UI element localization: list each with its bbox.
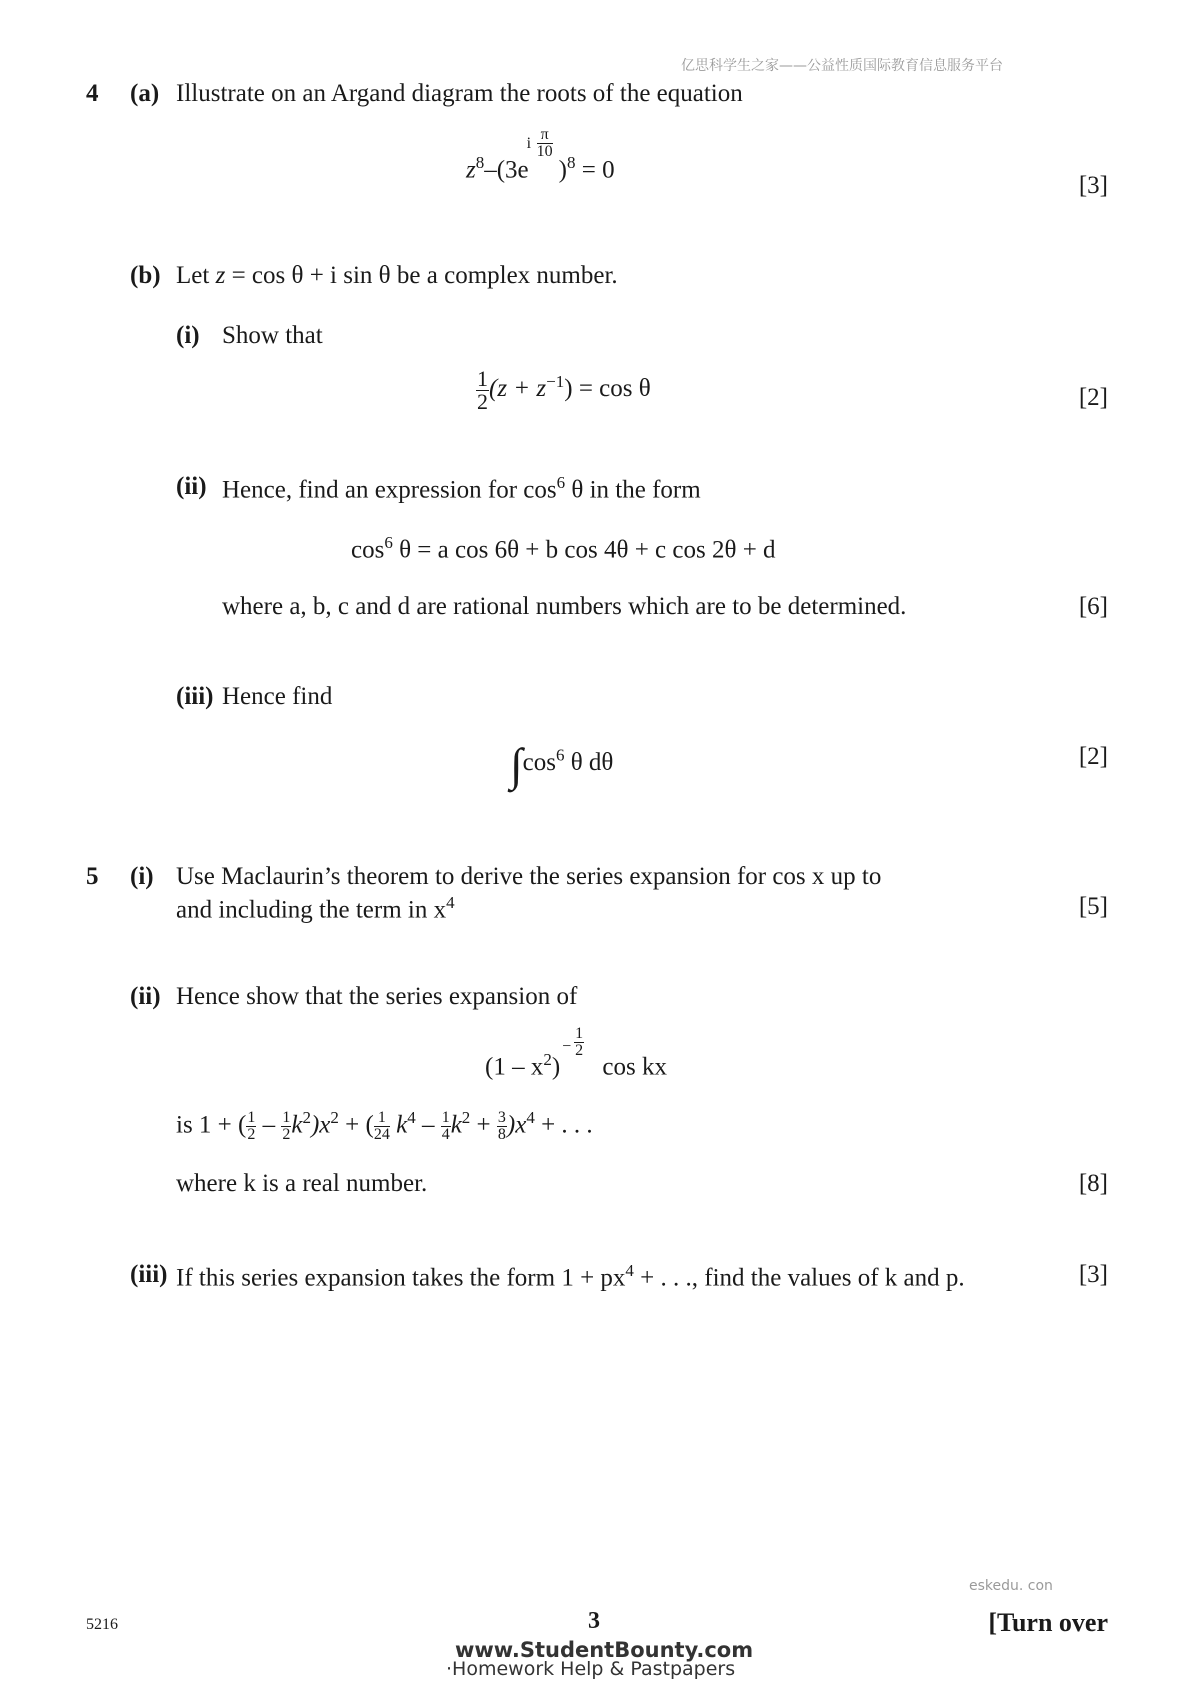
q4bii-eq-pre: cos (351, 536, 385, 564)
q4a-label: (a) (130, 80, 160, 107)
q4biii-integral (510, 738, 613, 791)
q5i-line2-pre: and including the term in x (176, 896, 447, 924)
q4bi-half-num: 1 (477, 366, 488, 391)
q4biii-marks: [2] (1078, 743, 1108, 770)
footer-watermark: eskedu. con (969, 1578, 1053, 1594)
q5iii-text (176, 1261, 965, 1292)
q5iii-label: (iii) (130, 1261, 168, 1288)
q5ii-exp-sign: − (562, 1038, 572, 1055)
q4biii-integrand-exp: 6 (555, 745, 565, 765)
q4a-marks: [3] (1078, 172, 1108, 199)
q4bi-eq-body: (z + z (489, 375, 547, 403)
series-k2: k (291, 1111, 303, 1139)
q5i-marks: [5] (1078, 893, 1108, 920)
integral-sign: ∫ (510, 739, 523, 790)
series-f3-den: 24 (373, 1126, 390, 1144)
q5i-line2-exp: 4 (446, 893, 455, 912)
q5i-label: (i) (130, 863, 154, 890)
studentbounty-url: www.StudentBounty.com (455, 1638, 754, 1662)
series-f5-den: 8 (497, 1126, 506, 1144)
q4bii-where: where a, b, c and d are rational numbers which are to be determined. (222, 593, 907, 620)
series-f2-num: 1 (282, 1109, 291, 1127)
q4bii-text-exp: 6 (556, 473, 566, 492)
q4bi-half (476, 368, 489, 413)
q5ii-eq-tail: cos kx (596, 1053, 667, 1081)
turn-over: [Turn over (988, 1608, 1108, 1637)
q4bii-eq-exp: 6 (384, 533, 393, 552)
q4bi-equation (476, 368, 651, 413)
series-m2: – (415, 1111, 441, 1139)
series-f2 (281, 1110, 291, 1143)
q4b-z: z (215, 262, 226, 289)
eq-close: ) (558, 156, 567, 184)
series-m1: – (256, 1111, 282, 1139)
series-f4-num: 1 (441, 1109, 450, 1127)
q4bii-label: (ii) (176, 473, 207, 500)
q4biii-text: Hence find (222, 683, 333, 710)
eq-i: i (526, 135, 532, 152)
series-k2b: k (450, 1111, 462, 1139)
studentbounty-tagline: ·Homework Help & Pastpapers (446, 1658, 736, 1680)
q4bi-text: Show that (222, 322, 323, 349)
q4a-equation (466, 126, 615, 184)
series-k4-exp: 4 (407, 1108, 416, 1127)
series-f2-den: 2 (282, 1126, 291, 1144)
q4b-label: (b) (130, 262, 161, 289)
series-end: + . . . (534, 1111, 593, 1139)
q4bii-text (222, 473, 701, 504)
q4bii-equation (351, 533, 776, 564)
series-f1 (246, 1110, 256, 1143)
q5ii-eq-close: ) (551, 1053, 561, 1081)
q5iii-marks: [3] (1078, 1261, 1108, 1288)
q5ii-equation (485, 1025, 667, 1081)
eq-equals: = 0 (575, 156, 615, 184)
q4biii-integrand-post: θ dθ (564, 749, 614, 776)
q4bii-text-post: θ in the form (565, 476, 701, 504)
eq-pi: π (537, 127, 553, 144)
q4b-text (176, 262, 618, 290)
q5-number: 5 (86, 863, 99, 890)
series-f4 (441, 1110, 451, 1143)
eq-z-exp: 8 (475, 153, 485, 172)
series-is: is 1 + ( (176, 1111, 247, 1139)
series-f5 (497, 1110, 507, 1143)
q5ii-eq-base: (1 – x (485, 1053, 544, 1081)
q5iii-text-exp: 4 (625, 1261, 634, 1280)
q5i-line2 (176, 893, 455, 924)
series-t1: )x (310, 1111, 331, 1139)
eq-pi-over-10 (537, 127, 553, 160)
q4biii-label: (iii) (176, 683, 214, 710)
series-f4-den: 4 (441, 1126, 450, 1144)
series-f3-num: 1 (374, 1110, 390, 1127)
q4bi-label: (i) (176, 322, 200, 349)
q4bii-marks: [6] (1078, 593, 1108, 620)
q5ii-series (176, 1108, 593, 1143)
series-t3-exp: 4 (526, 1108, 535, 1127)
series-k2-exp: 2 (302, 1108, 311, 1127)
series-f5-num: 3 (497, 1109, 506, 1127)
eq-z: z (466, 156, 476, 184)
q4bi-marks: [2] (1078, 384, 1108, 411)
q4-number: 4 (86, 80, 99, 107)
q5ii-exp-num: 1 (575, 1025, 584, 1042)
series-t1-exp: 2 (330, 1108, 339, 1127)
q4bi-eq-tail: ) = cos θ (564, 375, 651, 403)
q4biii-integrand-pre: cos (522, 749, 556, 776)
q5iii-text-pre: If this series expansion takes the form 1 + px (176, 1264, 626, 1292)
q4bi-eq-exp: −1 (546, 371, 565, 391)
q5ii-exp-frac (574, 1026, 584, 1059)
q4b-text-post: = cos θ + i sin θ be a complex number. (225, 262, 618, 289)
series-f3 (374, 1110, 390, 1143)
series-t2: + ( (338, 1111, 374, 1139)
q5ii-text: Hence show that the series expansion of (176, 983, 578, 1010)
series-k4: k (389, 1111, 408, 1139)
q5iii-text-post: + . . ., find the values of k and p. (633, 1264, 965, 1292)
q4bii-eq-post: θ = a cos 6θ + b cos 4θ + c cos 2θ + d (392, 536, 776, 564)
q5ii-eq-base-exp: 2 (543, 1050, 552, 1069)
eq-exponent (526, 126, 559, 173)
header-watermark: 亿思科学生之家——公益性质国际教育信息服务平台 (681, 58, 1003, 74)
q5ii-marks: [8] (1078, 1170, 1108, 1197)
page-number: 3 (588, 1608, 600, 1634)
series-k2b-exp: 2 (461, 1108, 471, 1127)
paper-code: 5216 (86, 1616, 118, 1633)
series-f1-num: 1 (247, 1109, 256, 1127)
q4a-text: Illustrate on an Argand diagram the roots of the equation (176, 80, 743, 107)
q5ii-where: where k is a real number. (176, 1170, 428, 1197)
series-plus: + (470, 1111, 497, 1139)
series-t3: )x (506, 1111, 527, 1139)
q4bii-text-pre: Hence, find an expression for cos (222, 476, 557, 504)
q4bi-half-den: 2 (477, 389, 488, 414)
q4b-text-pre: Let (176, 262, 216, 289)
q5i-line1: Use Maclaurin’s theorem to derive the series expansion for cos x up to (176, 863, 882, 890)
eq-close-exp: 8 (566, 153, 576, 172)
series-f1-den: 2 (247, 1126, 256, 1144)
eq-ten: 10 (536, 143, 553, 160)
q5ii-neg-half (560, 1025, 596, 1070)
q5ii-label: (ii) (130, 983, 161, 1010)
q5ii-exp-den: 2 (575, 1042, 584, 1059)
eq-minus-open: –(3e (484, 156, 529, 184)
